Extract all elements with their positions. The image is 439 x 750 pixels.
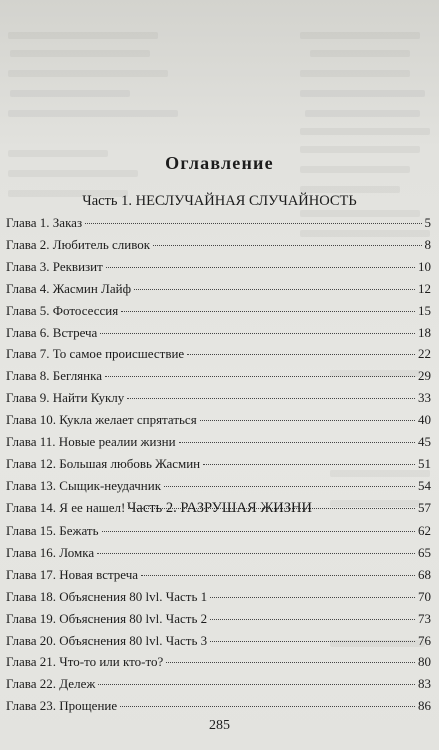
- dot-leader: [203, 464, 415, 465]
- chapter-page-number: 54: [418, 477, 431, 493]
- dot-leader: [134, 289, 415, 290]
- chapter-page-number: 10: [418, 258, 431, 274]
- dot-leader: [210, 597, 415, 598]
- dot-leader: [200, 420, 415, 421]
- chapter-page-number: 57: [418, 499, 431, 515]
- part-heading: Часть 2. РАЗРУШАЯ ЖИЗНИ: [127, 500, 312, 516]
- chapter-page-number: 80: [418, 654, 431, 670]
- toc-entry[interactable]: [6, 257, 431, 276]
- dot-leader: [141, 575, 415, 576]
- toc-title: Оглавление: [165, 153, 274, 173]
- chapter-page-number: 83: [418, 676, 431, 692]
- dot-leader: [97, 553, 415, 554]
- toc-entry[interactable]: [6, 235, 431, 254]
- toc-entry[interactable]: [6, 565, 431, 584]
- chapter-title: Глава 14. Я ее нашел!: [6, 499, 126, 515]
- toc-entry[interactable]: [6, 696, 431, 715]
- chapter-page-number: 65: [418, 544, 431, 560]
- dot-leader: [120, 706, 415, 707]
- page-number: 285: [209, 718, 230, 733]
- toc-entry[interactable]: [6, 652, 431, 671]
- chapter-title: Глава 6. Встреча: [6, 324, 98, 340]
- toc-entry[interactable]: [6, 587, 431, 606]
- dot-leader: [98, 684, 415, 685]
- dot-leader: [85, 223, 421, 224]
- chapter-title: Глава 8. Беглянка: [6, 368, 103, 384]
- dot-leader: [210, 619, 415, 620]
- chapter-page-number: 40: [418, 412, 431, 428]
- chapter-page-number: 5: [424, 215, 431, 230]
- chapter-title: Глава 17. Новая встреча: [6, 566, 139, 582]
- chapter-title: Глава 21. Что-то или кто-то?: [6, 654, 164, 670]
- chapter-page-number: 18: [418, 324, 431, 340]
- chapter-title: Глава 18. Объяснения 80 lvl. Часть 1: [6, 588, 208, 604]
- chapter-title: Глава 22. Дележ: [6, 676, 96, 692]
- toc-entry[interactable]: [6, 388, 431, 407]
- chapter-page-number: 15: [418, 302, 431, 318]
- chapter-page-number: 62: [418, 523, 431, 538]
- toc-entry[interactable]: [6, 609, 431, 628]
- chapter-page-number: 76: [418, 632, 431, 648]
- dot-leader: [102, 531, 415, 532]
- chapter-title: Глава 2. Любитель сливок: [6, 236, 151, 252]
- chapter-title: Глава 4. Жасмин Лайф: [6, 280, 132, 296]
- chapter-title: Глава 23. Прощение: [6, 698, 118, 714]
- dot-leader: [121, 311, 415, 312]
- chapter-page-number: 12: [418, 280, 431, 296]
- toc-entry[interactable]: [6, 631, 431, 650]
- chapter-title: Глава 5. Фотосессия: [6, 302, 119, 318]
- toc-entry[interactable]: [6, 344, 431, 363]
- toc-entry[interactable]: [6, 213, 431, 232]
- dot-leader: [210, 641, 415, 642]
- toc-entry[interactable]: [6, 543, 431, 562]
- chapter-page-number: 70: [418, 588, 431, 604]
- dot-leader: [106, 267, 415, 268]
- chapter-title: Глава 15. Бежать: [6, 523, 99, 538]
- toc-entry[interactable]: [6, 323, 431, 342]
- chapter-title: Глава 19. Объяснения 80 lvl. Часть 2: [6, 610, 208, 626]
- chapter-page-number: 51: [418, 455, 431, 471]
- dot-leader: [105, 376, 415, 377]
- chapter-page-number: 33: [418, 390, 431, 406]
- dot-leader: [166, 662, 415, 663]
- dot-leader: [187, 354, 415, 355]
- chapter-title: Глава 7. То самое происшествие: [6, 346, 185, 362]
- chapter-title: Глава 9. Найти Куклу: [6, 390, 125, 406]
- toc-entry[interactable]: [6, 432, 431, 451]
- chapter-page-number: 73: [418, 610, 431, 626]
- toc-entry[interactable]: [6, 454, 431, 473]
- toc-entry[interactable]: [6, 674, 431, 693]
- chapter-title: Глава 1. Заказ: [6, 215, 83, 230]
- toc-entry[interactable]: [6, 301, 431, 320]
- toc-entry[interactable]: [6, 410, 431, 429]
- chapter-title: Глава 20. Объяснения 80 lvl. Часть 3: [6, 632, 208, 648]
- chapter-title: Глава 10. Кукла желает спрятаться: [6, 412, 197, 428]
- chapter-page-number: 86: [418, 698, 431, 714]
- dot-leader: [153, 245, 421, 246]
- chapter-title: Глава 16. Ломка: [6, 544, 95, 560]
- dot-leader: [127, 398, 415, 399]
- dot-leader: [164, 486, 415, 487]
- chapter-title: Глава 12. Большая любовь Жасмин: [6, 455, 201, 471]
- chapter-page-number: 8: [424, 236, 431, 252]
- chapter-page-number: 68: [418, 566, 431, 582]
- chapter-title: Глава 13. Сыщик-неудачник: [6, 477, 162, 493]
- toc-entry[interactable]: [6, 476, 431, 495]
- toc-entry[interactable]: [6, 366, 431, 385]
- dot-leader: [100, 333, 415, 334]
- dot-leader: [179, 442, 415, 443]
- toc-entry[interactable]: [6, 279, 431, 298]
- chapter-page-number: 29: [418, 368, 431, 384]
- chapter-title: Глава 11. Новые реалии жизни: [6, 434, 176, 449]
- chapter-title: Глава 3. Реквизит: [6, 258, 103, 274]
- chapter-page-number: 22: [418, 346, 431, 362]
- part-heading: Часть 1. НЕСЛУЧАЙНАЯ СЛУЧАЙНОСТЬ: [82, 193, 357, 209]
- chapter-page-number: 45: [418, 434, 431, 449]
- toc-entry[interactable]: [6, 521, 431, 540]
